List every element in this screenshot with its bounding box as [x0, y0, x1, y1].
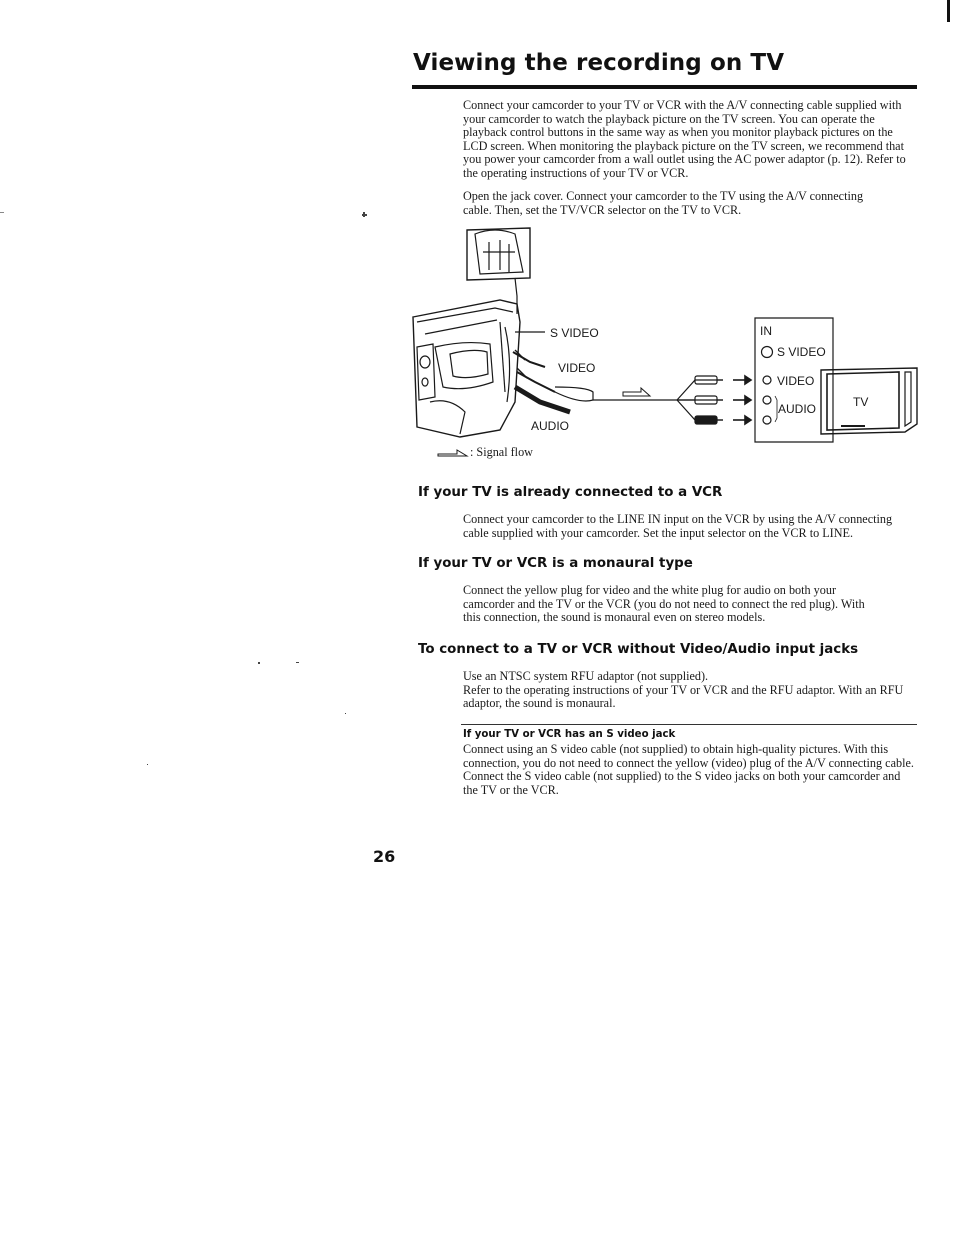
panel-label-s-video: S VIDEO: [777, 345, 826, 359]
section-without-av-jacks: [463, 670, 911, 711]
heading-monaural: If your TV or VCR is a monaural type: [418, 556, 693, 571]
note-text-2: Connect the S video cable (not supplied) to the S video jacks on both your camcorder and the TV or the VCR.: [463, 769, 901, 797]
connection-diagram: [405, 222, 925, 447]
page-title: Viewing the recording on TV: [413, 50, 785, 76]
section-connected-to-vcr: [463, 513, 919, 540]
heading-connected-to-vcr: If your TV is already connected to a VCR: [418, 485, 723, 500]
section-without-av-jacks-text-1: Use an NTSC system RFU adaptor (not supplied).: [463, 669, 709, 683]
page-number: 26: [373, 847, 396, 866]
connect-paragraph: [463, 190, 893, 217]
note-heading: If your TV or VCR has an S video jack: [463, 729, 676, 740]
section-monaural-text: Connect the yellow plug for video and the white plug for audio on both your camcorder and the TV or the VCR (you do not need to connect the red plug). With this connection, the sound is monaural even on stereo models.: [463, 583, 865, 625]
heading-without-av-jacks: To connect to a TV or VCR without Video/Audio input jacks: [418, 642, 859, 657]
page-edge-mark: [947, 0, 950, 22]
panel-label-audio: AUDIO: [778, 402, 817, 416]
connect-text: Open the jack cover. Connect your camcorder to the TV using the A/V connecting cable. Then, set the TV/VCR selector on the TV to VCR.: [463, 189, 864, 217]
jack-cover-inset: [467, 228, 530, 280]
panel-label-video: VIDEO: [777, 374, 815, 388]
panel-label-in: IN: [760, 324, 772, 338]
signal-flow-legend: : Signal flow: [470, 445, 533, 459]
section-without-av-jacks-text-2: Refer to the operating instructions of your TV or VCR and the RFU adaptor. With an RFU adaptor, the sound is monaural.: [463, 682, 904, 711]
signal-flow-arrow-icon: [437, 447, 471, 459]
label-s-video: S VIDEO: [550, 326, 599, 340]
section-monaural: [463, 584, 873, 625]
title-rule: [412, 85, 917, 89]
note-rule: [461, 724, 917, 725]
intro-text: Connect your camcorder to your TV or VCR with the A/V connecting cable supplied with your camcorder to watch the playback picture on the TV screen. You can operate the playback control buttons in the same way as when you monitor playback pictures on the LCD screen. When monitoring the playback picture on the TV screen, we recommend that you power your camcorder from a wall outlet using the AC power adaptor (p. 12). Refer to the operating instructions of your TV or VCR.: [463, 98, 906, 180]
camcorder-plugs: [513, 350, 570, 412]
intro-paragraph: [463, 99, 913, 181]
rca-plugs: [677, 376, 723, 424]
tv-drawing: [821, 368, 917, 434]
plug-arrows: [733, 376, 751, 424]
camcorder-drawing: [413, 300, 520, 437]
panel-label-tv: TV: [853, 395, 869, 409]
label-video: VIDEO: [558, 361, 596, 375]
label-audio: AUDIO: [531, 419, 570, 433]
note-text-1: Connect using an S video cable (not supplied) to obtain high-quality pictures. With this connection, you do not need to connect the yellow (video) plug of the A/V connecting cable.: [463, 742, 914, 770]
section-connected-to-vcr-text: Connect your camcorder to the LINE IN input on the VCR by using the A/V connecting cable supplied with your camcorder. Set the input selector on the VCR to LINE.: [463, 512, 893, 540]
note-body: [463, 743, 915, 797]
